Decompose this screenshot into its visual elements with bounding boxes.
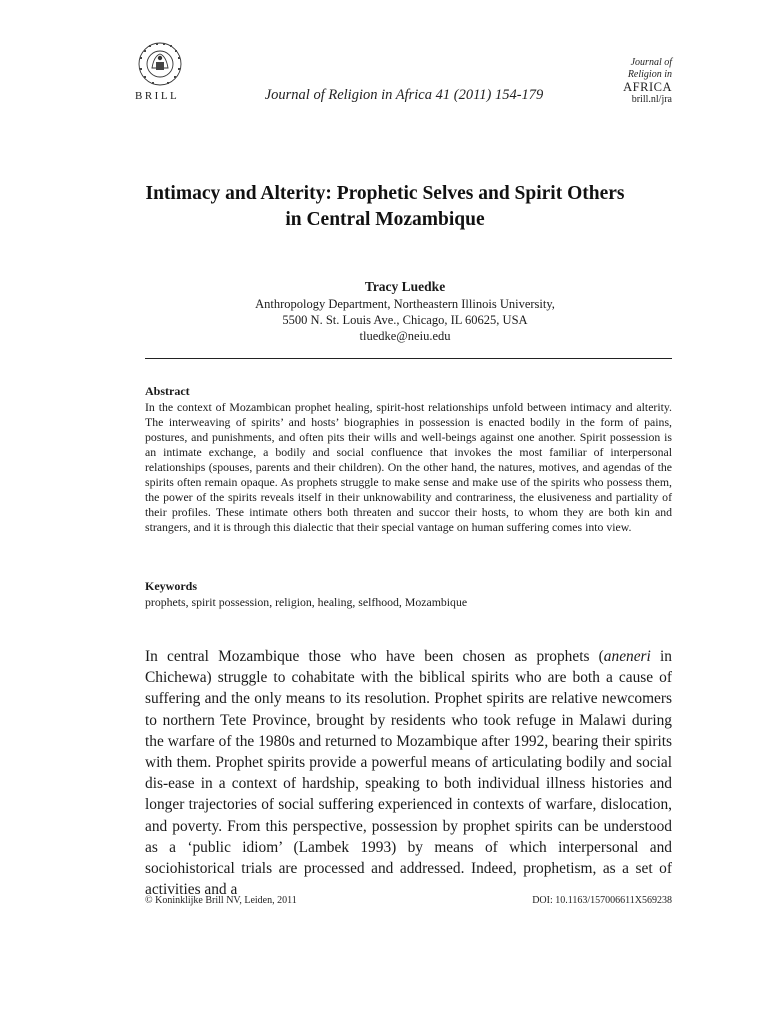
journal-logo-line2: Religion in (627, 69, 672, 80)
article-title: Intimacy and Alterity: Prophetic Selves and Spirit Others in Central Mozambique (145, 183, 625, 230)
publisher-name: BRILL (135, 90, 180, 102)
body-text-start: In central Mozambique those who have been chosen as prophets ( (145, 648, 604, 665)
divider (145, 358, 672, 359)
journal-url: brill.nl/jra (631, 94, 672, 105)
journal-logo-line3: AFRICA (623, 80, 672, 94)
journal-logo (592, 57, 672, 106)
journal-reference: Journal of Religion in Africa 41 (2011) 154-179 (264, 87, 544, 103)
affiliation-line2: 5500 N. St. Louis Ave., Chicago, IL 60625, USA (282, 313, 528, 327)
body-paragraph (145, 646, 672, 900)
author-name: Tracy Luedke (364, 279, 446, 294)
abstract-heading: Abstract (145, 384, 190, 398)
copyright-notice: © Koninklijke Brill NV, Leiden, 2011 (145, 895, 297, 906)
keywords-heading: Keywords (145, 579, 197, 593)
abstract-text: In the context of Mozambican prophet healing, spirit-host relationships unfold between intimacy and alterity. The interweaving of spirits’ and hosts’ biographies in possession is enacted bodily in the form of pains, postures, and punishments, and often pits their wills and well-beings against one another. Spirit possession is an intimate exchange, a bodily and social confluence that invokes the most familiar of interpersonal relationships (spouses, parents and their children). On the other hand, the natures, motives, and agendas of the spirits often remain opaque. As prophets struggle to make sense and make use of the spirits who possess them, the power of the spirits reveals itself in their unknowability and contrariness, the elusiveness and partiality of their profiles. These intimate others both threaten and succor their hosts, to whom they are both kin and strangers, and it is through this dialectic that their special vantage on human suffering comes into view. (145, 400, 672, 534)
keywords-text: prophets, spirit possession, religion, healing, selfhood, Mozambique (145, 595, 468, 609)
affiliation-line1: Anthropology Department, Northeastern Illinois University, (255, 297, 555, 311)
foreign-term: aneneri (603, 648, 651, 665)
journal-logo-line1: Journal of (630, 57, 672, 68)
author-affiliation (140, 296, 670, 344)
brill-logo (136, 40, 192, 88)
author-email[interactable]: tluedke@neiu.edu (359, 329, 451, 343)
body-text-rest: in Chichewa) struggle to cohabitate with the biblical spirits who are both a cause of suffering and the only means to its resolution. Prophet spirits are relative newcomers to northern Tete Province, brought by residents who took refuge in Malawi during the warfare of the 1980s and returned to Mozambique after 1992, bearing their spirits with them. Prophet spirits provide a powerful means of articulating bodily and social dis-ease in a context of hardship, speaking to both individual illness histories and longer trajectories of social suffering experienced in contexts of warfare, dislocation, and poverty. From this perspective, possession by prophet spirits can be understood as a ‘public idiom’ (Lambek 1993) by means of which interpersonal and sociohistorical trials are processed and addressed. Indeed, prophetism, as a set of activities and a (145, 648, 672, 899)
doi: DOI: 10.1163/157006611X569238 (532, 895, 672, 906)
